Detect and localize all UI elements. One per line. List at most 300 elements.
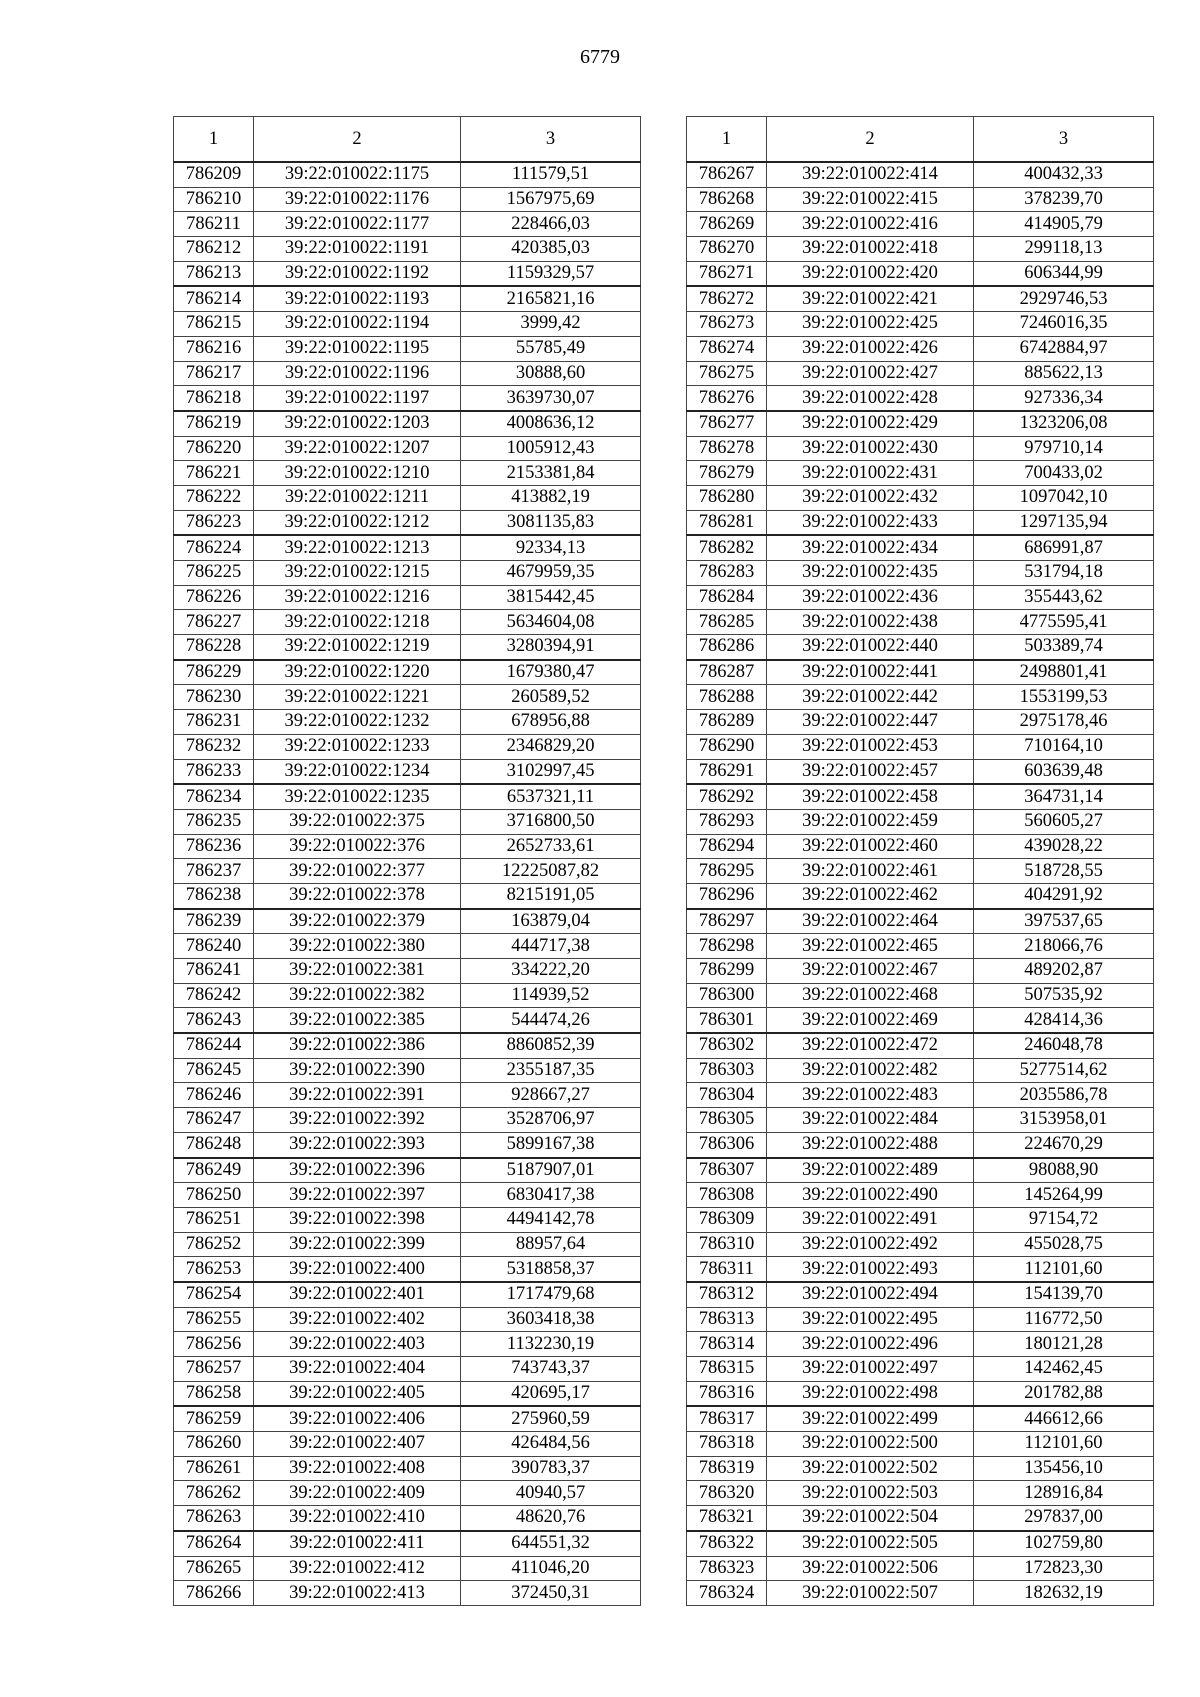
- column-header-cadastral: 2: [767, 117, 974, 163]
- row-number-cell: 786284: [687, 585, 767, 610]
- value-cell: 5277514,62: [974, 1058, 1154, 1083]
- row-number-cell: 786233: [174, 759, 254, 784]
- row-number-cell: 786313: [687, 1307, 767, 1332]
- value-cell: 8215191,05: [461, 883, 641, 908]
- row-number-cell: 786244: [174, 1033, 254, 1058]
- table-row: [687, 1332, 1154, 1357]
- cadastral-number-cell: 39:22:010022:458: [767, 784, 974, 809]
- row-number-cell: 786296: [687, 883, 767, 908]
- cadastral-number-cell: 39:22:010022:1194: [254, 312, 461, 337]
- row-number-cell: 786302: [687, 1033, 767, 1058]
- table-row: [687, 734, 1154, 759]
- value-cell: 180121,28: [974, 1332, 1154, 1357]
- cadastral-number-cell: 39:22:010022:435: [767, 561, 974, 586]
- row-number-cell: 786209: [174, 162, 254, 187]
- row-number-cell: 786232: [174, 734, 254, 759]
- row-number-cell: 786279: [687, 461, 767, 486]
- table-row: [687, 1307, 1154, 1332]
- cadastral-number-cell: 39:22:010022:428: [767, 386, 974, 411]
- table-row: [687, 386, 1154, 411]
- value-cell: 355443,62: [974, 585, 1154, 610]
- cadastral-number-cell: 39:22:010022:411: [254, 1531, 461, 1556]
- value-cell: 414905,79: [974, 212, 1154, 237]
- table-row: [174, 485, 641, 510]
- row-number-cell: 786299: [687, 959, 767, 984]
- row-number-cell: 786304: [687, 1083, 767, 1108]
- cadastral-number-cell: 39:22:010022:390: [254, 1058, 461, 1083]
- row-number-cell: 786310: [687, 1232, 767, 1257]
- cadastral-number-cell: 39:22:010022:502: [767, 1456, 974, 1481]
- row-number-cell: 786270: [687, 237, 767, 262]
- value-cell: 644551,32: [461, 1531, 641, 1556]
- row-number-cell: 786318: [687, 1432, 767, 1457]
- row-number-cell: 786317: [687, 1406, 767, 1431]
- row-number-cell: 786283: [687, 561, 767, 586]
- cadastral-number-cell: 39:22:010022:496: [767, 1332, 974, 1357]
- row-number-cell: 786243: [174, 1008, 254, 1033]
- table-row: [687, 784, 1154, 809]
- value-cell: 455028,75: [974, 1232, 1154, 1257]
- cadastral-number-cell: 39:22:010022:453: [767, 734, 974, 759]
- table-row: [687, 983, 1154, 1008]
- row-number-cell: 786292: [687, 784, 767, 809]
- table-row: [174, 1257, 641, 1282]
- row-number-cell: 786305: [687, 1108, 767, 1133]
- row-number-cell: 786276: [687, 386, 767, 411]
- column-header-number: 1: [687, 117, 767, 163]
- cadastral-number-cell: 39:22:010022:504: [767, 1506, 974, 1531]
- table-row: [687, 685, 1154, 710]
- table-row: [174, 561, 641, 586]
- value-cell: 885622,13: [974, 361, 1154, 386]
- page-number: 6779: [580, 46, 620, 68]
- cadastral-number-cell: 39:22:010022:1213: [254, 535, 461, 560]
- value-cell: 154139,70: [974, 1282, 1154, 1307]
- value-cell: 1323206,08: [974, 411, 1154, 436]
- value-cell: 40940,57: [461, 1481, 641, 1506]
- cadastral-number-cell: 39:22:010022:393: [254, 1132, 461, 1157]
- value-cell: 114939,52: [461, 983, 641, 1008]
- row-number-cell: 786267: [687, 162, 767, 187]
- row-number-cell: 786321: [687, 1506, 767, 1531]
- value-cell: 30888,60: [461, 361, 641, 386]
- row-number-cell: 786288: [687, 685, 767, 710]
- table-row: [174, 510, 641, 535]
- cadastral-number-cell: 39:22:010022:400: [254, 1257, 461, 1282]
- row-number-cell: 786294: [687, 834, 767, 859]
- table-row: [687, 1581, 1154, 1606]
- cadastral-number-cell: 39:22:010022:398: [254, 1207, 461, 1232]
- value-cell: 1553199,53: [974, 685, 1154, 710]
- table-row: [687, 1381, 1154, 1406]
- value-cell: 112101,60: [974, 1257, 1154, 1282]
- value-cell: 92334,13: [461, 535, 641, 560]
- row-number-cell: 786316: [687, 1381, 767, 1406]
- table-row: [687, 710, 1154, 735]
- table-row: [687, 1531, 1154, 1556]
- value-cell: 560605,27: [974, 809, 1154, 834]
- row-number-cell: 786272: [687, 286, 767, 311]
- cadastral-number-cell: 39:22:010022:1219: [254, 635, 461, 660]
- value-cell: 2153381,84: [461, 461, 641, 486]
- value-cell: 400432,33: [974, 162, 1154, 187]
- cadastral-number-cell: 39:22:010022:447: [767, 710, 974, 735]
- table-row: [687, 1207, 1154, 1232]
- table-row: [687, 610, 1154, 635]
- value-cell: 260589,52: [461, 685, 641, 710]
- row-number-cell: 786245: [174, 1058, 254, 1083]
- value-cell: 743743,37: [461, 1357, 641, 1382]
- row-number-cell: 786290: [687, 734, 767, 759]
- row-number-cell: 786262: [174, 1481, 254, 1506]
- cadastral-number-cell: 39:22:010022:381: [254, 959, 461, 984]
- value-cell: 3815442,45: [461, 585, 641, 610]
- table-row: [687, 809, 1154, 834]
- table-row: [687, 1008, 1154, 1033]
- value-cell: 163879,04: [461, 909, 641, 934]
- value-cell: 5318858,37: [461, 1257, 641, 1282]
- value-cell: 2355187,35: [461, 1058, 641, 1083]
- cadastral-number-cell: 39:22:010022:406: [254, 1406, 461, 1431]
- table-row: [687, 461, 1154, 486]
- table-row: [174, 1183, 641, 1208]
- table-row: [174, 759, 641, 784]
- table-row: [687, 237, 1154, 262]
- cadastral-number-cell: 39:22:010022:405: [254, 1381, 461, 1406]
- cadastral-number-cell: 39:22:010022:1234: [254, 759, 461, 784]
- cadastral-number-cell: 39:22:010022:506: [767, 1556, 974, 1581]
- row-number-cell: 786255: [174, 1307, 254, 1332]
- value-cell: 12225087,82: [461, 859, 641, 884]
- value-cell: 603639,48: [974, 759, 1154, 784]
- cadastral-number-cell: 39:22:010022:407: [254, 1432, 461, 1457]
- row-number-cell: 786219: [174, 411, 254, 436]
- cadastral-number-cell: 39:22:010022:1232: [254, 710, 461, 735]
- value-cell: 224670,29: [974, 1132, 1154, 1157]
- table-row: [687, 411, 1154, 436]
- cadastral-number-cell: 39:22:010022:483: [767, 1083, 974, 1108]
- cadastral-number-cell: 39:22:010022:495: [767, 1307, 974, 1332]
- table-row: [174, 1083, 641, 1108]
- row-number-cell: 786254: [174, 1282, 254, 1307]
- value-cell: 116772,50: [974, 1307, 1154, 1332]
- row-number-cell: 786323: [687, 1556, 767, 1581]
- row-number-cell: 786263: [174, 1506, 254, 1531]
- cadastral-number-cell: 39:22:010022:420: [767, 261, 974, 286]
- table-row: [174, 1506, 641, 1531]
- table-row: [687, 361, 1154, 386]
- table-row: [687, 859, 1154, 884]
- value-cell: 111579,51: [461, 162, 641, 187]
- value-cell: 55785,49: [461, 336, 641, 361]
- value-cell: 135456,10: [974, 1456, 1154, 1481]
- table-row: [687, 336, 1154, 361]
- value-cell: 6830417,38: [461, 1183, 641, 1208]
- cadastral-number-cell: 39:22:010022:1197: [254, 386, 461, 411]
- cadastral-number-cell: 39:22:010022:418: [767, 237, 974, 262]
- cadastral-number-cell: 39:22:010022:431: [767, 461, 974, 486]
- table-row: [687, 1481, 1154, 1506]
- cadastral-number-cell: 39:22:010022:426: [767, 336, 974, 361]
- table-row: [174, 436, 641, 461]
- table-row: [174, 635, 641, 660]
- row-number-cell: 786213: [174, 261, 254, 286]
- row-number-cell: 786248: [174, 1132, 254, 1157]
- cadastral-number-cell: 39:22:010022:410: [254, 1506, 461, 1531]
- row-number-cell: 786269: [687, 212, 767, 237]
- row-number-cell: 786303: [687, 1058, 767, 1083]
- table-row: [687, 635, 1154, 660]
- table-row: [174, 212, 641, 237]
- value-cell: 372450,31: [461, 1581, 641, 1606]
- row-number-cell: 786242: [174, 983, 254, 1008]
- row-number-cell: 786234: [174, 784, 254, 809]
- value-cell: 4679959,35: [461, 561, 641, 586]
- value-cell: 444717,38: [461, 934, 641, 959]
- cadastral-number-cell: 39:22:010022:464: [767, 909, 974, 934]
- value-cell: 507535,92: [974, 983, 1154, 1008]
- cadastral-number-cell: 39:22:010022:500: [767, 1432, 974, 1457]
- row-number-cell: 786278: [687, 436, 767, 461]
- table-row: [687, 561, 1154, 586]
- table-row: [687, 959, 1154, 984]
- table-row: [174, 1432, 641, 1457]
- row-number-cell: 786319: [687, 1456, 767, 1481]
- cadastral-number-cell: 39:22:010022:440: [767, 635, 974, 660]
- value-cell: 88957,64: [461, 1232, 641, 1257]
- table-row: [174, 883, 641, 908]
- table-row: [687, 485, 1154, 510]
- table-row: [687, 535, 1154, 560]
- row-number-cell: 786253: [174, 1257, 254, 1282]
- value-cell: 145264,99: [974, 1183, 1154, 1208]
- row-number-cell: 786211: [174, 212, 254, 237]
- cadastral-number-cell: 39:22:010022:375: [254, 809, 461, 834]
- value-cell: 2035586,78: [974, 1083, 1154, 1108]
- value-cell: 1097042,10: [974, 485, 1154, 510]
- table-row: [687, 934, 1154, 959]
- table-row: [174, 286, 641, 311]
- column-header-value: 3: [461, 117, 641, 163]
- cadastral-number-cell: 39:22:010022:499: [767, 1406, 974, 1431]
- table-row: [174, 660, 641, 685]
- cadastral-number-cell: 39:22:010022:1212: [254, 510, 461, 535]
- cadastral-number-cell: 39:22:010022:1191: [254, 237, 461, 262]
- cadastral-number-cell: 39:22:010022:482: [767, 1058, 974, 1083]
- value-cell: 128916,84: [974, 1481, 1154, 1506]
- cadastral-number-cell: 39:22:010022:465: [767, 934, 974, 959]
- table-row: [174, 1332, 641, 1357]
- table-row: [174, 809, 641, 834]
- value-cell: 275960,59: [461, 1406, 641, 1431]
- value-cell: 979710,14: [974, 436, 1154, 461]
- row-number-cell: 786239: [174, 909, 254, 934]
- row-number-cell: 786268: [687, 187, 767, 212]
- row-number-cell: 786301: [687, 1008, 767, 1033]
- cadastral-number-cell: 39:22:010022:392: [254, 1108, 461, 1133]
- table-row: [174, 1008, 641, 1033]
- value-cell: 700433,02: [974, 461, 1154, 486]
- value-cell: 3639730,07: [461, 386, 641, 411]
- cadastral-number-cell: 39:22:010022:1216: [254, 585, 461, 610]
- table-row: [174, 859, 641, 884]
- row-number-cell: 786226: [174, 585, 254, 610]
- cadastral-number-cell: 39:22:010022:484: [767, 1108, 974, 1133]
- row-number-cell: 786298: [687, 934, 767, 959]
- table-row: [174, 1456, 641, 1481]
- cadastral-number-cell: 39:22:010022:413: [254, 1581, 461, 1606]
- row-number-cell: 786271: [687, 261, 767, 286]
- cadastral-number-cell: 39:22:010022:468: [767, 983, 974, 1008]
- value-cell: 3603418,38: [461, 1307, 641, 1332]
- row-number-cell: 786227: [174, 610, 254, 635]
- table-row: [174, 1158, 641, 1183]
- column-header-cadastral: 2: [254, 117, 461, 163]
- cadastral-number-cell: 39:22:010022:1177: [254, 212, 461, 237]
- cadastral-number-cell: 39:22:010022:1207: [254, 436, 461, 461]
- row-number-cell: 786281: [687, 510, 767, 535]
- cadastral-number-cell: 39:22:010022:433: [767, 510, 974, 535]
- value-cell: 420385,03: [461, 237, 641, 262]
- row-number-cell: 786289: [687, 710, 767, 735]
- cadastral-number-cell: 39:22:010022:432: [767, 485, 974, 510]
- row-number-cell: 786238: [174, 883, 254, 908]
- value-cell: 503389,74: [974, 635, 1154, 660]
- column-header-value: 3: [974, 117, 1154, 163]
- cadastral-number-cell: 39:22:010022:1235: [254, 784, 461, 809]
- row-number-cell: 786216: [174, 336, 254, 361]
- value-cell: 218066,76: [974, 934, 1154, 959]
- table-row: [174, 1033, 641, 1058]
- value-cell: 606344,99: [974, 261, 1154, 286]
- cadastral-number-cell: 39:22:010022:1218: [254, 610, 461, 635]
- value-cell: 531794,18: [974, 561, 1154, 586]
- table-row: [174, 361, 641, 386]
- table-row: [687, 510, 1154, 535]
- row-number-cell: 786259: [174, 1406, 254, 1431]
- row-number-cell: 786324: [687, 1581, 767, 1606]
- table-row: [174, 934, 641, 959]
- row-number-cell: 786300: [687, 983, 767, 1008]
- value-cell: 426484,56: [461, 1432, 641, 1457]
- row-number-cell: 786297: [687, 909, 767, 934]
- value-cell: 102759,80: [974, 1531, 1154, 1556]
- cadastral-number-cell: 39:22:010022:397: [254, 1183, 461, 1208]
- table-row: [174, 1357, 641, 1382]
- table-row: [687, 162, 1154, 187]
- table-row: [687, 286, 1154, 311]
- cadastral-number-cell: 39:22:010022:401: [254, 1282, 461, 1307]
- row-number-cell: 786249: [174, 1158, 254, 1183]
- row-number-cell: 786309: [687, 1207, 767, 1232]
- value-cell: 3102997,45: [461, 759, 641, 784]
- value-cell: 710164,10: [974, 734, 1154, 759]
- row-number-cell: 786286: [687, 635, 767, 660]
- table-row: [687, 1257, 1154, 1282]
- row-number-cell: 786251: [174, 1207, 254, 1232]
- cadastral-number-cell: 39:22:010022:430: [767, 436, 974, 461]
- table-row: [174, 312, 641, 337]
- table-row: [174, 1207, 641, 1232]
- table-row: [174, 336, 641, 361]
- row-number-cell: 786223: [174, 510, 254, 535]
- cadastral-number-cell: 39:22:010022:416: [767, 212, 974, 237]
- table-row: [174, 1556, 641, 1581]
- table-row: [174, 1406, 641, 1431]
- value-cell: 411046,20: [461, 1556, 641, 1581]
- table-header-row: [174, 117, 641, 163]
- value-cell: 3280394,91: [461, 635, 641, 660]
- value-cell: 1297135,94: [974, 510, 1154, 535]
- column-header-number: 1: [174, 117, 254, 163]
- value-cell: 8860852,39: [461, 1033, 641, 1058]
- value-cell: 5187907,01: [461, 1158, 641, 1183]
- row-number-cell: 786312: [687, 1282, 767, 1307]
- row-number-cell: 786240: [174, 934, 254, 959]
- value-cell: 297837,00: [974, 1506, 1154, 1531]
- value-cell: 2165821,16: [461, 286, 641, 311]
- value-cell: 97154,72: [974, 1207, 1154, 1232]
- cadastral-number-cell: 39:22:010022:380: [254, 934, 461, 959]
- row-number-cell: 786228: [174, 635, 254, 660]
- table-row: [687, 261, 1154, 286]
- value-cell: 420695,17: [461, 1381, 641, 1406]
- cadastral-number-cell: 39:22:010022:434: [767, 535, 974, 560]
- value-cell: 413882,19: [461, 485, 641, 510]
- table-row: [174, 784, 641, 809]
- row-number-cell: 786295: [687, 859, 767, 884]
- cadastral-number-cell: 39:22:010022:1210: [254, 461, 461, 486]
- cadastral-number-cell: 39:22:010022:488: [767, 1132, 974, 1157]
- value-cell: 182632,19: [974, 1581, 1154, 1606]
- table-row: [687, 212, 1154, 237]
- table-row: [687, 1132, 1154, 1157]
- value-cell: 246048,78: [974, 1033, 1154, 1058]
- row-number-cell: 786247: [174, 1108, 254, 1133]
- table-row: [687, 1432, 1154, 1457]
- row-number-cell: 786229: [174, 660, 254, 685]
- value-cell: 3716800,50: [461, 809, 641, 834]
- cadastral-number-cell: 39:22:010022:378: [254, 883, 461, 908]
- table-row: [687, 585, 1154, 610]
- cadastral-number-cell: 39:22:010022:462: [767, 883, 974, 908]
- row-number-cell: 786264: [174, 1531, 254, 1556]
- row-number-cell: 786306: [687, 1132, 767, 1157]
- value-cell: 201782,88: [974, 1381, 1154, 1406]
- table-row: [687, 312, 1154, 337]
- row-number-cell: 786222: [174, 485, 254, 510]
- cadastral-number-cell: 39:22:010022:386: [254, 1033, 461, 1058]
- table-row: [174, 1531, 641, 1556]
- table-row: [174, 386, 641, 411]
- table-row: [174, 610, 641, 635]
- value-cell: 446612,66: [974, 1406, 1154, 1431]
- row-number-cell: 786285: [687, 610, 767, 635]
- value-cell: 2498801,41: [974, 660, 1154, 685]
- table-row: [174, 1307, 641, 1332]
- row-number-cell: 786210: [174, 187, 254, 212]
- row-number-cell: 786275: [687, 361, 767, 386]
- table-row: [174, 909, 641, 934]
- row-number-cell: 786230: [174, 685, 254, 710]
- cadastral-number-cell: 39:22:010022:382: [254, 983, 461, 1008]
- cadastral-number-cell: 39:22:010022:494: [767, 1282, 974, 1307]
- cadastral-number-cell: 39:22:010022:1192: [254, 261, 461, 286]
- value-cell: 6742884,97: [974, 336, 1154, 361]
- row-number-cell: 786261: [174, 1456, 254, 1481]
- value-cell: 5899167,38: [461, 1132, 641, 1157]
- value-cell: 928667,27: [461, 1083, 641, 1108]
